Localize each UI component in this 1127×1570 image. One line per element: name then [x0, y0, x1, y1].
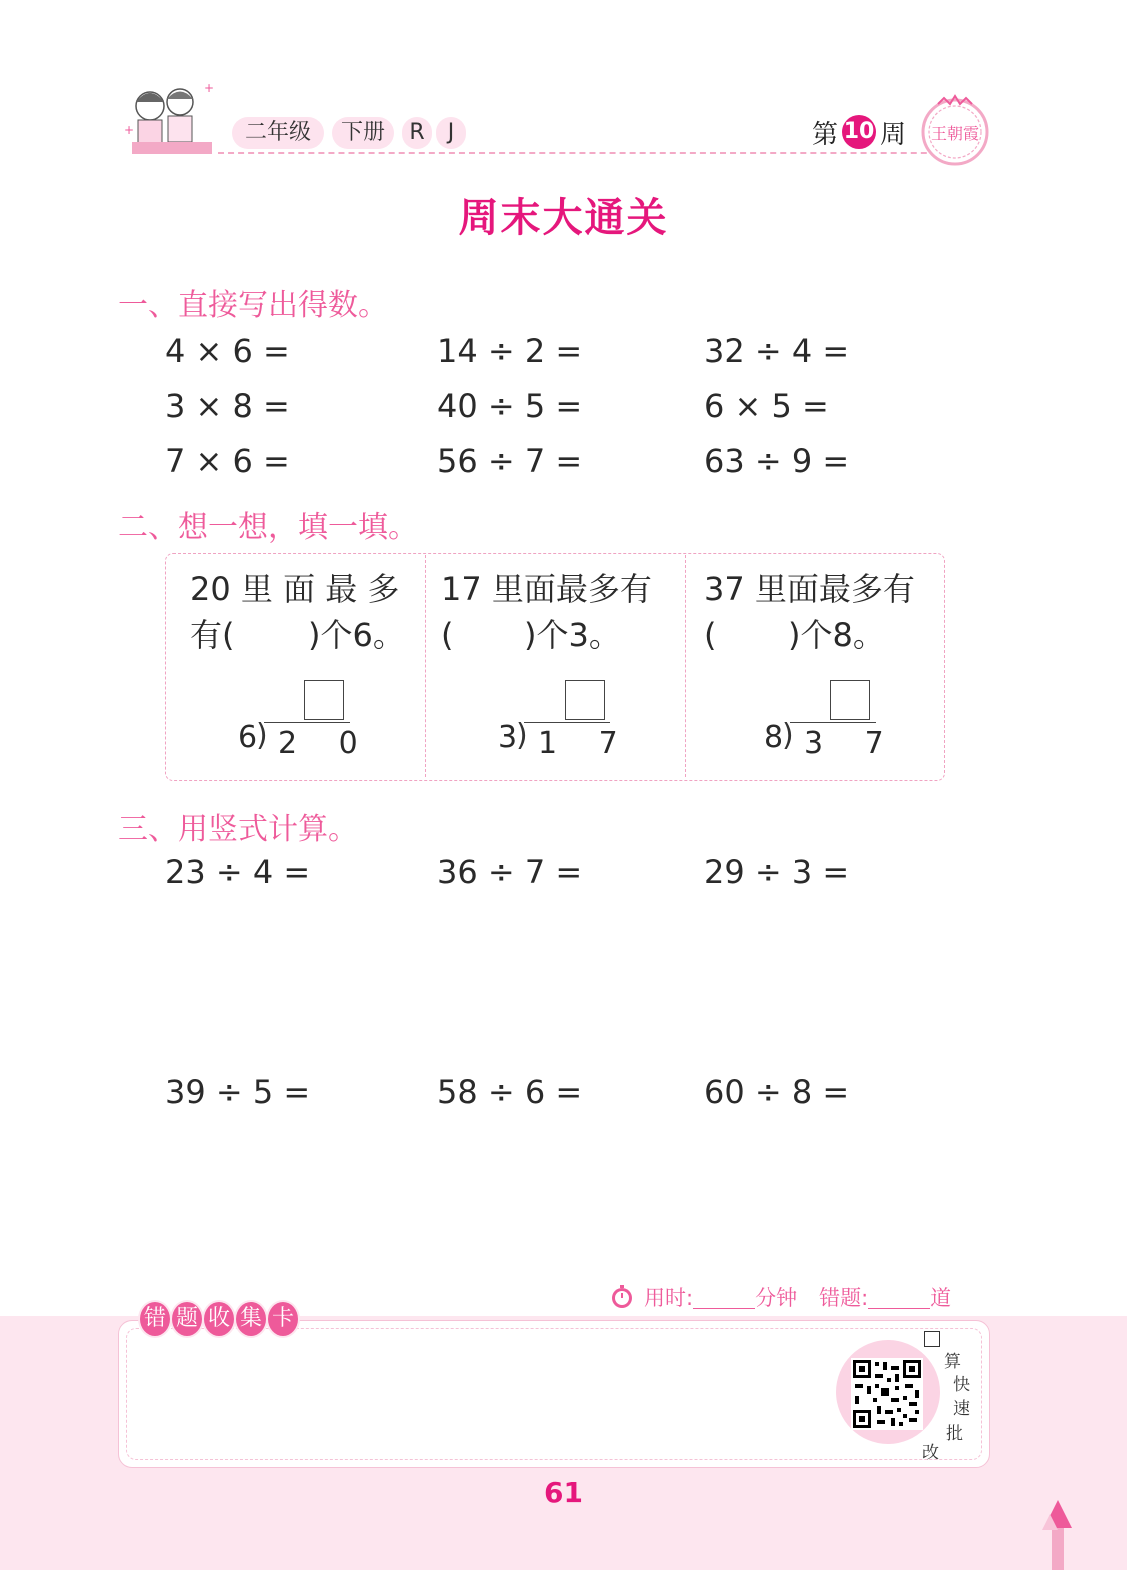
dividend: 1 7: [538, 726, 634, 761]
page-number: 61: [544, 1476, 583, 1509]
collect-char: 集: [236, 1302, 266, 1336]
collect-char: 卡: [268, 1302, 298, 1336]
division-bar: [524, 722, 610, 723]
qr-side-char: 速: [953, 1399, 970, 1419]
s3-problem: 23 ÷ 4 =: [165, 853, 311, 891]
qr-code-icon[interactable]: [851, 1358, 923, 1430]
fill-question-close: )个3。: [524, 616, 621, 654]
svg-text:+: +: [124, 123, 135, 137]
dividend: 3 7: [804, 726, 900, 761]
stopwatch-icon: [610, 1285, 634, 1309]
s1-problem: 7 × 6 =: [165, 442, 290, 480]
s3-problem: 60 ÷ 8 =: [704, 1073, 850, 1111]
collect-card-label: [140, 1302, 300, 1336]
qr-side-char: 算: [944, 1352, 961, 1372]
divisor: 8: [764, 720, 784, 755]
fill-question-close: )个6。: [308, 616, 405, 654]
quotient-answer-box[interactable]: [830, 680, 870, 720]
fill-question-open: (: [441, 616, 454, 654]
quotient-answer-box[interactable]: [304, 680, 344, 720]
section2-heading: 二、想一想，填一填。: [118, 510, 418, 545]
s1-problem: 6 × 5 =: [704, 387, 829, 425]
grade-label: 二年级: [232, 117, 324, 149]
volume-label: 下册: [332, 117, 394, 149]
division-bracket: ): [256, 718, 268, 753]
edition-letter-r: R: [402, 117, 432, 149]
divisor: 3: [498, 720, 518, 755]
fill-question-line1: 20 里 面 最 多: [190, 570, 400, 608]
division-bar: [790, 722, 876, 723]
errors-unit: 道: [930, 1286, 952, 1310]
quotient-answer-box[interactable]: [565, 680, 605, 720]
s1-problem: 14 ÷ 2 =: [437, 332, 583, 370]
children-illustration: [118, 72, 218, 160]
s3-problem: 58 ÷ 6 =: [437, 1073, 583, 1111]
box-divider: [685, 555, 686, 777]
fill-question-close: )个8。: [788, 616, 885, 654]
errors-blank[interactable]: [868, 1286, 930, 1309]
s3-problem: 36 ÷ 7 =: [437, 853, 583, 891]
time-blank[interactable]: [693, 1286, 755, 1309]
s1-problem: 32 ÷ 4 =: [704, 332, 850, 370]
division-bar: [264, 722, 350, 723]
division-bracket: ): [516, 718, 528, 753]
week-suffix: 周: [880, 119, 907, 150]
week-indicator: [812, 112, 906, 152]
box-divider: [425, 555, 426, 777]
svg-text:王朝霞: 王朝霞: [930, 124, 980, 143]
timing-record: [610, 1282, 951, 1312]
fill-question-open: (: [704, 616, 717, 654]
time-unit: 分钟: [755, 1286, 798, 1310]
section3-heading: 三、用竖式计算。: [118, 812, 358, 847]
section1-heading: 一、直接写出得数。: [118, 288, 388, 323]
week-number: 10: [842, 115, 876, 149]
author-seal-logo: [918, 94, 992, 168]
s1-problem: 3 × 8 =: [165, 387, 290, 425]
fill-question-line1: 37 里面最多有: [704, 570, 915, 608]
s1-problem: 63 ÷ 9 =: [704, 442, 850, 480]
collect-char: 收: [204, 1302, 234, 1336]
s3-problem: 39 ÷ 5 =: [165, 1073, 311, 1111]
dividend: 2 0: [278, 726, 374, 761]
edition-letter-j: J: [436, 117, 466, 149]
qr-side-char: 快: [953, 1375, 970, 1395]
checkbox-icon[interactable]: [924, 1331, 940, 1347]
svg-text:+: +: [204, 81, 215, 95]
s1-problem: 4 × 6 =: [165, 332, 290, 370]
division-bracket: ): [782, 718, 794, 753]
week-prefix: 第: [812, 119, 839, 150]
collect-char: 错: [140, 1302, 170, 1336]
s3-problem: 29 ÷ 3 =: [704, 853, 850, 891]
s1-problem: 40 ÷ 5 =: [437, 387, 583, 425]
pencil-arrow-icon: [1040, 1500, 1076, 1570]
divisor: 6: [238, 720, 258, 755]
fill-question-line1: 17 里面最多有: [441, 570, 652, 608]
page-title: 周末大通关: [458, 195, 669, 241]
collect-char: 题: [172, 1302, 202, 1336]
qr-side-char: 批: [946, 1424, 963, 1444]
time-label: 用时:: [644, 1286, 694, 1310]
fill-question-open: 有(: [190, 616, 235, 654]
header-divider: [218, 152, 977, 154]
s1-problem: 56 ÷ 7 =: [437, 442, 583, 480]
qr-side-char: 改: [922, 1443, 939, 1463]
errors-label: 错题:: [819, 1286, 869, 1310]
